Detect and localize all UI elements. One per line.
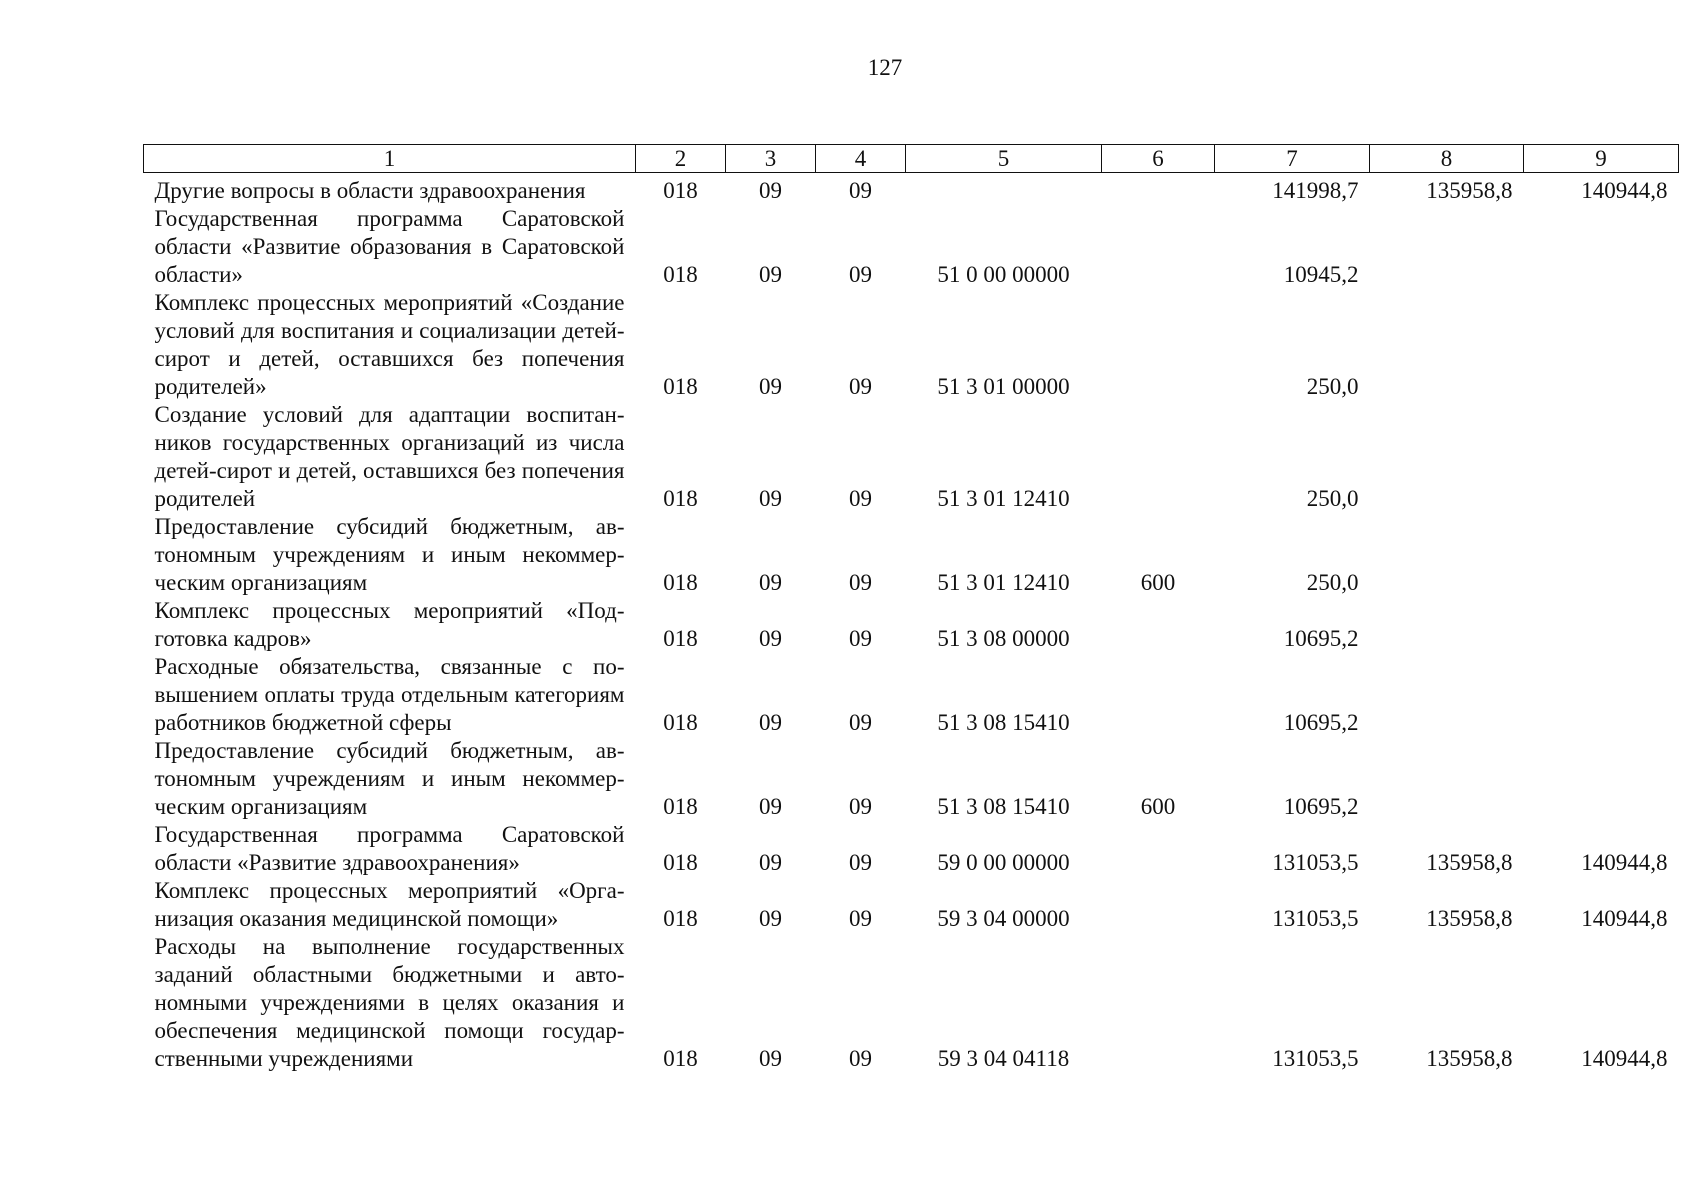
row-col-3: 09 <box>759 794 782 819</box>
row-col-8: 135958,8 <box>1426 178 1513 203</box>
row-col-3: 09 <box>759 486 782 511</box>
budget-table <box>143 144 1679 1073</box>
row-col-6: 600 <box>1140 570 1176 595</box>
row-col-7: 250,0 <box>1306 374 1359 399</box>
table-row <box>144 289 1679 401</box>
table-row <box>144 513 1679 597</box>
row-col-8 <box>1370 513 1524 597</box>
header-col-3: 3 <box>726 145 816 173</box>
row-col-5: 51 3 01 00000 <box>937 374 1070 399</box>
row-col-5: 59 3 04 04118 <box>937 1046 1070 1071</box>
row-col-5: 51 3 08 00000 <box>937 626 1070 651</box>
row-name: Создание условий для адаптации воспитанников государственных организаций из числа детей-сирот и детей, оставшихся без попечения родителей <box>154 402 625 511</box>
row-col-5: 51 3 01 12410 <box>937 570 1070 595</box>
row-col-4: 09 <box>849 710 872 735</box>
table-row <box>144 877 1679 933</box>
table-row <box>144 933 1679 1073</box>
row-col-3: 09 <box>759 906 782 931</box>
row-name: Предоставление субсидий бюджетным, автономным учреждениям и иным некоммерческим организациям <box>154 738 625 819</box>
row-col-3: 09 <box>759 710 782 735</box>
header-col-4: 4 <box>816 145 906 173</box>
row-col-2: 018 <box>663 1046 698 1071</box>
row-col-7: 10695,2 <box>1283 626 1359 651</box>
row-col-9 <box>1524 513 1679 597</box>
row-col-9: 140944,8 <box>1581 178 1668 203</box>
row-col-9 <box>1524 289 1679 401</box>
row-col-2: 018 <box>663 626 698 651</box>
table-row <box>144 737 1679 821</box>
row-col-7: 131053,5 <box>1272 906 1359 931</box>
row-col-5: 59 0 00 00000 <box>937 850 1070 875</box>
row-col-4: 09 <box>849 374 872 399</box>
row-col-8 <box>1370 737 1524 821</box>
row-col-9: 140944,8 <box>1581 906 1668 931</box>
row-name: Расходы на выполнение государственных заданий областными бюджетными и автономными учреждениями в целях оказания и обеспечения медицинской помощи государственными учреждениями <box>154 934 625 1071</box>
row-col-4: 09 <box>849 906 872 931</box>
row-col-7: 131053,5 <box>1272 1046 1359 1071</box>
row-name: Комплекс процессных мероприятий «Организация оказания медицинской помощи» <box>154 878 625 931</box>
header-col-6: 6 <box>1102 145 1215 173</box>
table-row <box>144 821 1679 877</box>
row-col-7: 10945,2 <box>1283 262 1359 287</box>
row-col-9 <box>1524 401 1679 513</box>
header-col-9: 9 <box>1524 145 1679 173</box>
row-col-5: 51 0 00 00000 <box>937 262 1070 287</box>
row-col-9: 140944,8 <box>1581 850 1668 875</box>
row-name: Расходные обязательства, связанные с повышением оплаты труда отдельным категориям работников бюджетной сферы <box>154 654 625 735</box>
row-col-6 <box>1102 933 1215 1073</box>
row-col-3: 09 <box>759 178 782 203</box>
row-col-4: 09 <box>849 850 872 875</box>
row-col-5: 59 3 04 00000 <box>937 906 1070 931</box>
row-col-2: 018 <box>663 486 698 511</box>
row-col-2: 018 <box>663 710 698 735</box>
row-col-2: 018 <box>663 374 698 399</box>
row-col-8: 135958,8 <box>1426 906 1513 931</box>
row-col-6 <box>1102 289 1215 401</box>
page-number: 127 <box>867 55 903 80</box>
row-col-7: 141998,7 <box>1272 178 1359 203</box>
header-col-2: 2 <box>636 145 726 173</box>
table-header-row <box>144 145 1679 173</box>
row-col-6 <box>1102 877 1215 933</box>
row-col-6 <box>1102 597 1215 653</box>
row-name: Комплекс процессных мероприятий «Подготовка кадров» <box>154 598 625 651</box>
table-row <box>144 597 1679 653</box>
row-col-3: 09 <box>759 1046 782 1071</box>
header-col-5: 5 <box>906 145 1102 173</box>
header-col-7: 7 <box>1215 145 1370 173</box>
row-col-4: 09 <box>849 1046 872 1071</box>
row-col-5: 51 3 08 15410 <box>937 794 1070 819</box>
row-col-2: 018 <box>663 794 698 819</box>
row-col-3: 09 <box>759 850 782 875</box>
table-row <box>144 173 1679 206</box>
row-col-3: 09 <box>759 262 782 287</box>
row-col-6 <box>1102 205 1215 289</box>
row-col-3: 09 <box>759 570 782 595</box>
row-col-3: 09 <box>759 626 782 651</box>
row-name: Другие вопросы в области здравоохранения <box>154 178 586 203</box>
row-col-3: 09 <box>759 374 782 399</box>
row-col-2: 018 <box>663 906 698 931</box>
row-col-7: 250,0 <box>1306 486 1359 511</box>
row-name: Комплекс процессных мероприятий «Создание условий для воспитания и социализации детей-сирот и детей, оставшихся без попечения родителей» <box>154 290 625 399</box>
row-col-2: 018 <box>663 570 698 595</box>
row-col-8 <box>1370 653 1524 737</box>
row-name: Государственная программа Саратовской области «Развитие здравоохранения» <box>154 822 625 875</box>
row-col-7: 10695,2 <box>1283 794 1359 819</box>
row-col-7: 250,0 <box>1306 570 1359 595</box>
row-col-9 <box>1524 597 1679 653</box>
row-col-7: 10695,2 <box>1283 710 1359 735</box>
row-col-9 <box>1524 205 1679 289</box>
header-col-1: 1 <box>144 145 636 173</box>
row-col-8: 135958,8 <box>1426 850 1513 875</box>
row-col-2: 018 <box>663 850 698 875</box>
row-col-4: 09 <box>849 178 872 203</box>
row-col-2: 018 <box>663 262 698 287</box>
row-name: Предоставление субсидий бюджетным, автономным учреждениям и иным некоммерческим организациям <box>154 514 625 595</box>
row-col-4: 09 <box>849 626 872 651</box>
table-row <box>144 205 1679 289</box>
row-name: Государственная программа Саратовской области «Развитие образования в Саратовской области» <box>154 206 625 287</box>
row-col-2: 018 <box>663 178 698 203</box>
row-col-6 <box>1102 401 1215 513</box>
row-col-9 <box>1524 653 1679 737</box>
row-col-9 <box>1524 737 1679 821</box>
row-col-5 <box>906 173 1102 206</box>
row-col-9: 140944,8 <box>1581 1046 1668 1071</box>
row-col-6 <box>1102 653 1215 737</box>
row-col-6 <box>1102 821 1215 877</box>
table-row <box>144 401 1679 513</box>
row-col-8 <box>1370 205 1524 289</box>
row-col-5: 51 3 08 15410 <box>937 710 1070 735</box>
row-col-8 <box>1370 597 1524 653</box>
row-col-8 <box>1370 289 1524 401</box>
row-col-4: 09 <box>849 794 872 819</box>
header-col-8: 8 <box>1370 145 1524 173</box>
row-col-7: 131053,5 <box>1272 850 1359 875</box>
row-col-6: 600 <box>1140 794 1176 819</box>
row-col-6 <box>1102 173 1215 206</box>
row-col-8: 135958,8 <box>1426 1046 1513 1071</box>
row-col-4: 09 <box>849 570 872 595</box>
table-row <box>144 653 1679 737</box>
row-col-8 <box>1370 401 1524 513</box>
row-col-4: 09 <box>849 262 872 287</box>
row-col-4: 09 <box>849 486 872 511</box>
row-col-5: 51 3 01 12410 <box>937 486 1070 511</box>
